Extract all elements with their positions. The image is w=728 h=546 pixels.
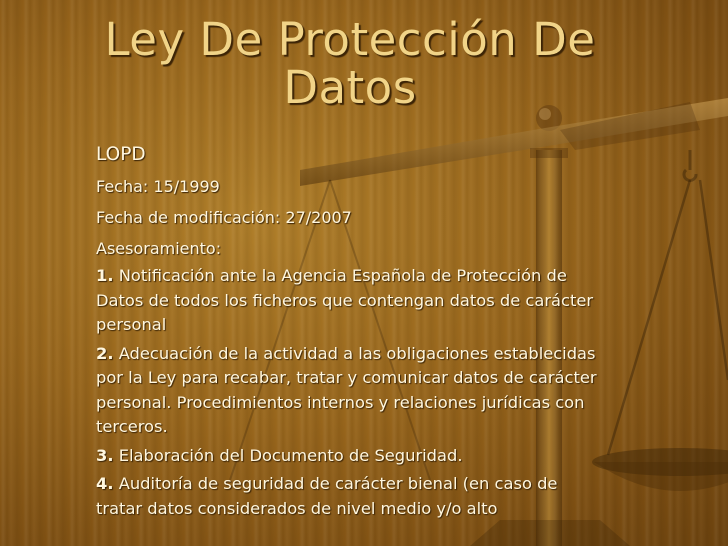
list-item (96, 264, 606, 338)
item-text: Elaboración del Documento de Seguridad. (118, 445, 463, 465)
item-number: 1. (96, 266, 114, 285)
modification-date-line: Fecha de modificación: 27/2007 (96, 208, 352, 227)
item-text: Adecuación de la actividad a las obligaciones establecidas por la Ley para recabar, tratar y comunicar datos de carácter personal. Procedimientos internos y relaciones jurídicas con terceros. (96, 343, 597, 436)
list-item (96, 472, 606, 521)
acronym-line: LOPD (96, 144, 146, 165)
item-number: 2. (96, 343, 114, 363)
item-number: 3. (96, 445, 114, 465)
item-text: Auditoría de seguridad de carácter bienal (en caso de tratar datos considerados de nivel medio y/o alto (96, 474, 558, 518)
slide-body (96, 143, 606, 521)
law-date-line: Fecha: 15/1999 (96, 177, 220, 196)
list-item (96, 444, 606, 469)
list-item (96, 342, 606, 440)
slide-title: Ley De Protección De Datos (104, 13, 596, 114)
advice-heading: Asesoramiento: (96, 239, 222, 258)
item-text: Notificación ante la Agencia Española de Protección de Datos de todos los ficheros que contengan datos de carácter personal (96, 266, 594, 334)
item-number: 4. (96, 474, 114, 493)
